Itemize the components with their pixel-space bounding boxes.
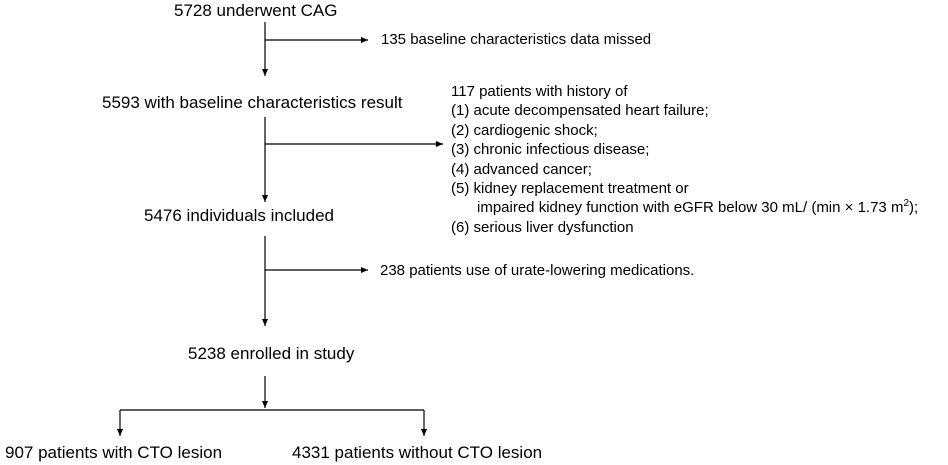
history-item-5: (5) kidney replacement treatment or bbox=[451, 180, 689, 198]
exclusion-urate: 238 patients use of urate-lowering medications. bbox=[380, 262, 695, 279]
kidney-end: ); bbox=[909, 199, 919, 217]
node-without-cto: 4331 patients without CTO lesion bbox=[292, 443, 543, 462]
history-item-1: (1) acute decompensated heart failure; bbox=[451, 102, 709, 120]
history-item-3: (3) chronic infectious disease; bbox=[451, 141, 650, 159]
exclusion-history-list bbox=[451, 82, 918, 237]
node-included: 5476 individuals included bbox=[144, 206, 334, 225]
history-item-6: (6) serious liver dysfunction bbox=[451, 218, 634, 236]
exclusion-missed: 135 baseline characteristics data missed bbox=[381, 31, 652, 48]
history-item-2: (2) cardiogenic shock; bbox=[451, 121, 598, 139]
node-with-cto: 907 patients with CTO lesion bbox=[5, 443, 223, 462]
node-baseline: 5593 with baseline characteristics result bbox=[102, 93, 403, 112]
node-start: 5728 underwent CAG bbox=[174, 1, 338, 20]
history-item-4: (4) advanced cancer; bbox=[451, 160, 592, 178]
history-heading: 117 patients with history of bbox=[451, 83, 628, 100]
node-enrolled: 5238 enrolled in study bbox=[188, 344, 355, 363]
kidney-text: impaired kidney function with eGFR below 30 mL/ (min × 1.73 m bbox=[477, 199, 904, 217]
history-item-5-continuation bbox=[451, 198, 918, 217]
kidney-superscript: 2 bbox=[903, 198, 910, 210]
